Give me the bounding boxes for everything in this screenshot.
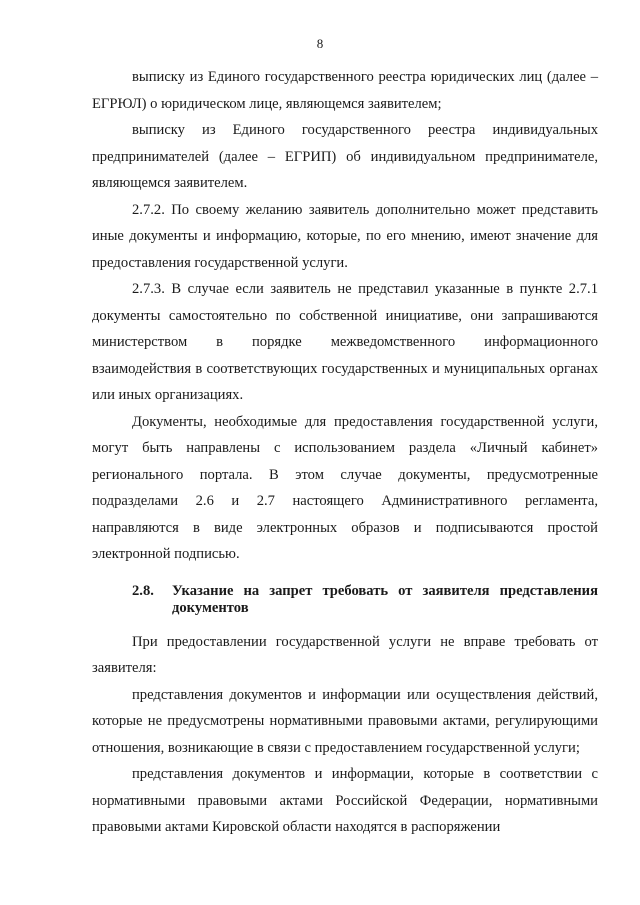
paragraph-prohibition-item-1: представления документов и информации или осуществления действий, которые не предусмотрены нормативными правовыми актами, регулирующими отношения, возникающие в связи с предоставлением государственной услуги;	[92, 686, 598, 756]
page-number: 8	[316, 36, 324, 51]
paragraph-prohibition-intro: При предоставлении государственной услуги не вправе требовать от заявителя:	[92, 633, 598, 676]
document-body	[92, 64, 598, 841]
section-number: 2.8.	[132, 582, 154, 599]
paragraph-prohibition-item-2: представления документов и информации, которые в соответствии с нормативными правовыми актами Российской Федерации, нормативными правовыми актами Кировской области находятся в распоряжении	[92, 766, 598, 835]
section-title: Указание на запрет требовать от заявителя представления документов	[172, 582, 598, 616]
paragraph-egrul-extract: выписку из Единого государственного реестра юридических лиц (далее – ЕГРЮЛ) о юридическом лице, являющемся заявителем;	[92, 69, 598, 112]
paragraph-personal-cabinet: Документы, необходимые для предоставления государственной услуги, могут быть направлены с использованием раздела «Личный кабинет» регионального портала. В этом случае документы, предусмотренные подразделами 2.6 и 2.7 настоящего Административного регламента, направляются в виде электронных образов и подписываются простой электронной подписью.	[92, 413, 598, 562]
paragraph-2-7-2: 2.7.2. По своему желанию заявитель дополнительно может представить иные документы и информацию, которые, по его мнению, имеют значение для предоставления государственной услуги.	[92, 201, 598, 271]
section-heading-2-8	[92, 583, 598, 617]
paragraph-2-7-3: 2.7.3. В случае если заявитель не представил указанные в пункте 2.7.1 документы самостоятельно по собственной инициативе, они запрашиваются министерством в порядке межведомственного информационного взаимодействия в соответствующих государственных и муниципальных органах или иных организациях.	[92, 281, 598, 403]
paragraph-egrip-extract: выписку из Единого государственного реестра индивидуальных предпринимателей (далее – ЕГРИП) об индивидуальном предпринимателе, являющемся заявителем.	[92, 122, 598, 191]
